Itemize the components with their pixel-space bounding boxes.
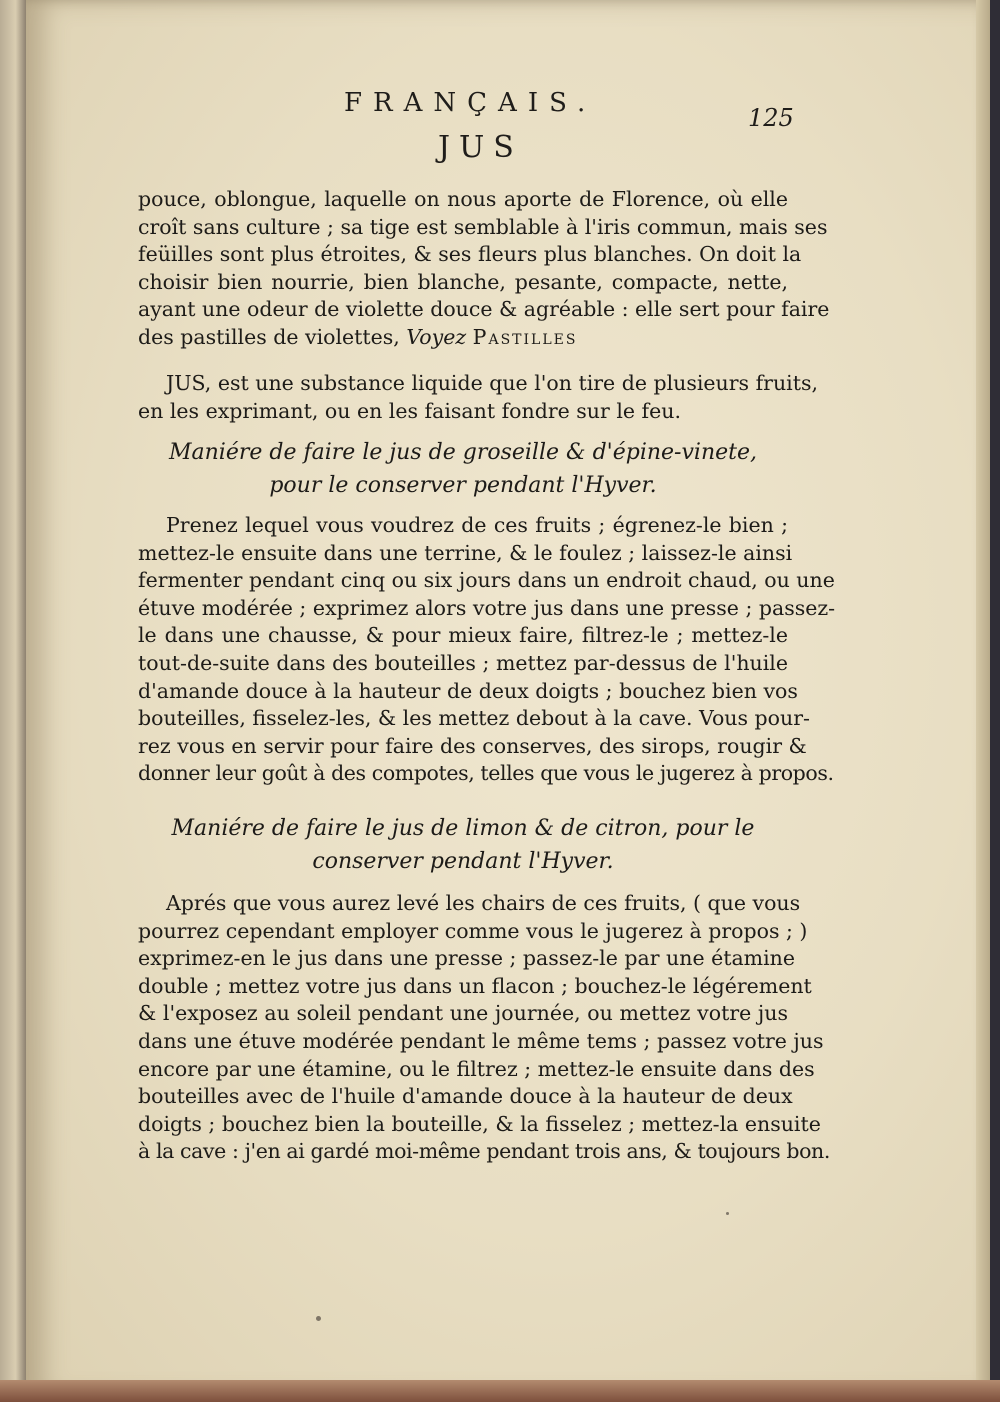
page-number: 125 <box>748 104 794 132</box>
text-line: d'amande douce à la hauteur de deux doigts ; bouchez bien vos <box>138 678 798 703</box>
text-line: ayant une odeur de violette douce & agréable : elle sert pour faire <box>138 297 830 322</box>
text-line: pouce, oblongue, laquelle on nous aporte de Florence, où elle <box>138 187 788 211</box>
section-title-groseille <box>138 436 788 502</box>
cross-ref-see: Voyez <box>406 324 467 349</box>
text-line-cross-reference <box>138 324 788 352</box>
paper-spot <box>726 1212 729 1215</box>
text-line: encore par une étamine, ou le filtrez ; mettez-le ensuite dans des <box>138 1056 815 1081</box>
facing-page-edge <box>0 0 26 1402</box>
text-line: Prenez lequel vous voudrez de ces fruits ; égrenez-le bien ; <box>166 513 788 537</box>
book-page <box>26 0 988 1398</box>
entry-heading-jus: JUS <box>438 130 523 165</box>
text-line: JUS, est une substance liquide que l'on tire de plusieurs fruits, <box>166 371 819 395</box>
page-fore-edge <box>976 0 990 1398</box>
text-line: mettez-le ensuite dans une terrine, & le foulez ; laissez-le ainsi <box>138 540 793 565</box>
running-head: FRANÇAIS. <box>344 88 597 118</box>
text-line: double ; mettez votre jus dans un flacon ; bouchez-le légérement <box>138 973 812 998</box>
book-bottom-edge <box>0 1380 1000 1402</box>
text-line: exprimez-en le jus dans une presse ; passez-le par une étamine <box>138 946 796 971</box>
text-line: à la cave : j'en ai gardé moi-même pendant trois ans, & toujours bon. <box>138 1139 830 1164</box>
section-title-line: pour le conserver pendant l'Hyver. <box>269 473 657 498</box>
section-body-limon <box>138 890 830 1166</box>
text-line: croît sans culture ; sa tige est semblable à l'iris commun, mais ses <box>138 214 828 239</box>
section-title-line: Maniére de faire le jus de limon & de citron, pour le <box>171 816 755 841</box>
text-line: en les exprimant, ou en les faisant fondre sur le feu. <box>138 398 681 423</box>
section-title-limon <box>138 812 788 878</box>
text-line: Aprés que vous aurez levé les chairs de ces fruits, ( que vous <box>166 891 801 915</box>
text-line: tout-de-suite dans des bouteilles ; mettez par-dessus de l'huile <box>138 650 788 675</box>
text-line: étuve modérée ; exprimez alors votre jus dans une presse ; passez- <box>138 595 836 620</box>
cross-ref-target: Pastilles <box>472 324 578 349</box>
text-line: & l'exposez au soleil pendant une journée, ou mettez votre jus <box>138 1001 788 1026</box>
text-line: bouteilles avec de l'huile d'amande douce à la hauteur de deux <box>138 1084 793 1109</box>
section-title-line: conserver pendant l'Hyver. <box>312 849 614 874</box>
text-line: dans une étuve modérée pendant le même tems ; passez votre jus <box>138 1028 824 1053</box>
text-line: doigts ; bouchez bien la bouteille, & la fisselez ; mettez-la ensuite <box>138 1111 821 1136</box>
text-line: feüilles sont plus étroites, & ses fleurs plus blanches. On doit la <box>138 242 802 267</box>
jus-definition <box>138 370 819 425</box>
text-line: donner leur goût à des compotes, telles que vous le jugerez à propos. <box>138 761 834 786</box>
text-line: choisir bien nourrie, bien blanche, pesante, compacte, nette, <box>138 269 788 294</box>
text-line: fermenter pendant cinq ou six jours dans un endroit chaud, ou une <box>138 568 835 593</box>
section-title-line: Maniére de faire le jus de groseille & d'épine-vinete, <box>169 440 757 465</box>
text-line: rez vous en servir pour faire des conserves, des sirops, rougir & <box>138 733 807 758</box>
continuation-paragraph <box>138 186 830 352</box>
paper-spot <box>316 1316 321 1321</box>
text-line: pourrez cependant employer comme vous le jugerez à propos ; ) <box>138 918 808 943</box>
section-body-groseille <box>138 512 836 788</box>
text-line: le dans une chausse, & pour mieux faire, filtrez-le ; mettez-le <box>138 623 788 648</box>
cross-ref-prefix: des pastilles de violettes, <box>138 324 400 349</box>
text-line: bouteilles, fisselez-les, & les mettez debout à la cave. Vous pour- <box>138 706 810 731</box>
